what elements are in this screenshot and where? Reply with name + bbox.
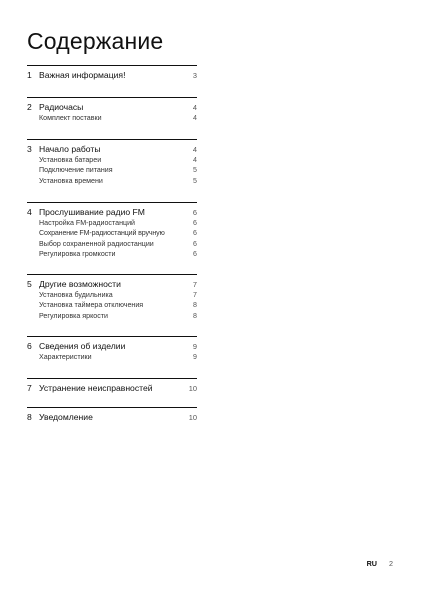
toc-subentry[interactable]	[27, 114, 197, 124]
page-footer	[367, 559, 393, 568]
page-number: 5	[193, 176, 197, 185]
toc-section-3	[27, 139, 197, 202]
language-code: RU	[366, 559, 377, 568]
toc-subentry[interactable]	[27, 250, 197, 260]
page-number: 8	[193, 301, 197, 310]
subsection-title: Настройка FM-радиостанций	[39, 219, 136, 227]
page-number: 4	[193, 156, 197, 164]
toc-section-2	[27, 97, 197, 139]
toc-subentry[interactable]	[27, 166, 197, 176]
toc-entry[interactable]	[27, 412, 197, 424]
subsection-title: Подключение питания	[39, 166, 113, 175]
page-number: 7	[192, 280, 197, 289]
toc-subentry[interactable]	[27, 312, 197, 322]
toc-entry[interactable]	[27, 279, 197, 291]
toc-entry[interactable]	[27, 341, 197, 353]
page-number: 9	[193, 353, 197, 361]
toc-entry[interactable]	[27, 144, 197, 156]
page-number: 4	[193, 114, 197, 122]
toc-entry[interactable]	[27, 102, 197, 114]
section-title: Важная информация!	[39, 70, 126, 80]
subsection-title: Регулировка яркости	[39, 311, 108, 320]
section-title: Прослушивание радио FM	[39, 207, 145, 217]
toc-entry[interactable]	[27, 70, 197, 82]
page-number: 6	[193, 219, 197, 227]
page-number: 6	[193, 249, 197, 258]
toc-subentry[interactable]	[27, 240, 197, 250]
section-title: Уведомление	[39, 412, 93, 422]
page-number: 3	[192, 71, 197, 80]
toc-section-4	[27, 202, 197, 274]
section-number: 7	[27, 383, 32, 393]
toc-subentry[interactable]	[27, 229, 197, 239]
page-number: 6	[192, 208, 197, 217]
section-title: Радиочасы	[39, 102, 84, 112]
toc-subentry[interactable]	[27, 156, 197, 166]
section-number: 3	[27, 144, 32, 154]
page-number: 9	[192, 342, 197, 351]
section-number: 8	[27, 412, 32, 422]
toc-entry[interactable]	[27, 207, 197, 219]
toc-subentry[interactable]	[27, 219, 197, 229]
section-number: 6	[27, 341, 32, 351]
toc-subentry[interactable]	[27, 301, 197, 311]
page-number: 4	[192, 145, 197, 154]
page-number: 4	[192, 103, 197, 112]
page-number: 10	[188, 413, 197, 422]
subsection-title: Комплект поставки	[39, 114, 102, 122]
toc-subentry[interactable]	[27, 291, 197, 301]
section-number: 5	[27, 279, 32, 289]
page-number: 6	[193, 229, 197, 238]
page-title: Содержание	[27, 28, 164, 54]
subsection-title: Установка времени	[39, 176, 103, 185]
page-number: 10	[188, 384, 197, 393]
footer-page-number: 2	[389, 559, 393, 568]
subsection-title: Установка таймера отключения	[39, 301, 144, 310]
subsection-title: Установка батареи	[39, 156, 102, 164]
page-number: 6	[193, 239, 197, 248]
section-number: 1	[27, 70, 32, 80]
toc-section-8	[27, 407, 197, 436]
page-number: 7	[193, 291, 197, 299]
table-of-contents	[27, 65, 197, 436]
subsection-title: Характеристики	[39, 353, 92, 361]
subsection-title: Выбор сохраненной радиостанции	[39, 239, 154, 248]
toc-section-1	[27, 65, 197, 97]
section-title: Другие возможности	[39, 279, 121, 289]
toc-section-7	[27, 378, 197, 407]
subsection-title: Сохранение FM-радиостанций вручную	[39, 229, 165, 238]
section-title: Устранение неисправностей	[39, 383, 153, 393]
page-number: 5	[193, 166, 197, 175]
subsection-title: Установка будильника	[39, 291, 113, 299]
subsection-title: Регулировка громкости	[39, 249, 116, 258]
page-number: 8	[193, 311, 197, 320]
toc-section-6	[27, 336, 197, 378]
toc-subentry[interactable]	[27, 353, 197, 363]
section-title: Начало работы	[39, 144, 101, 154]
section-number: 2	[27, 102, 32, 112]
toc-subentry[interactable]	[27, 177, 197, 187]
toc-section-5	[27, 274, 197, 336]
toc-entry[interactable]	[27, 383, 197, 395]
section-title: Сведения об изделии	[39, 341, 126, 351]
section-number: 4	[27, 207, 32, 217]
